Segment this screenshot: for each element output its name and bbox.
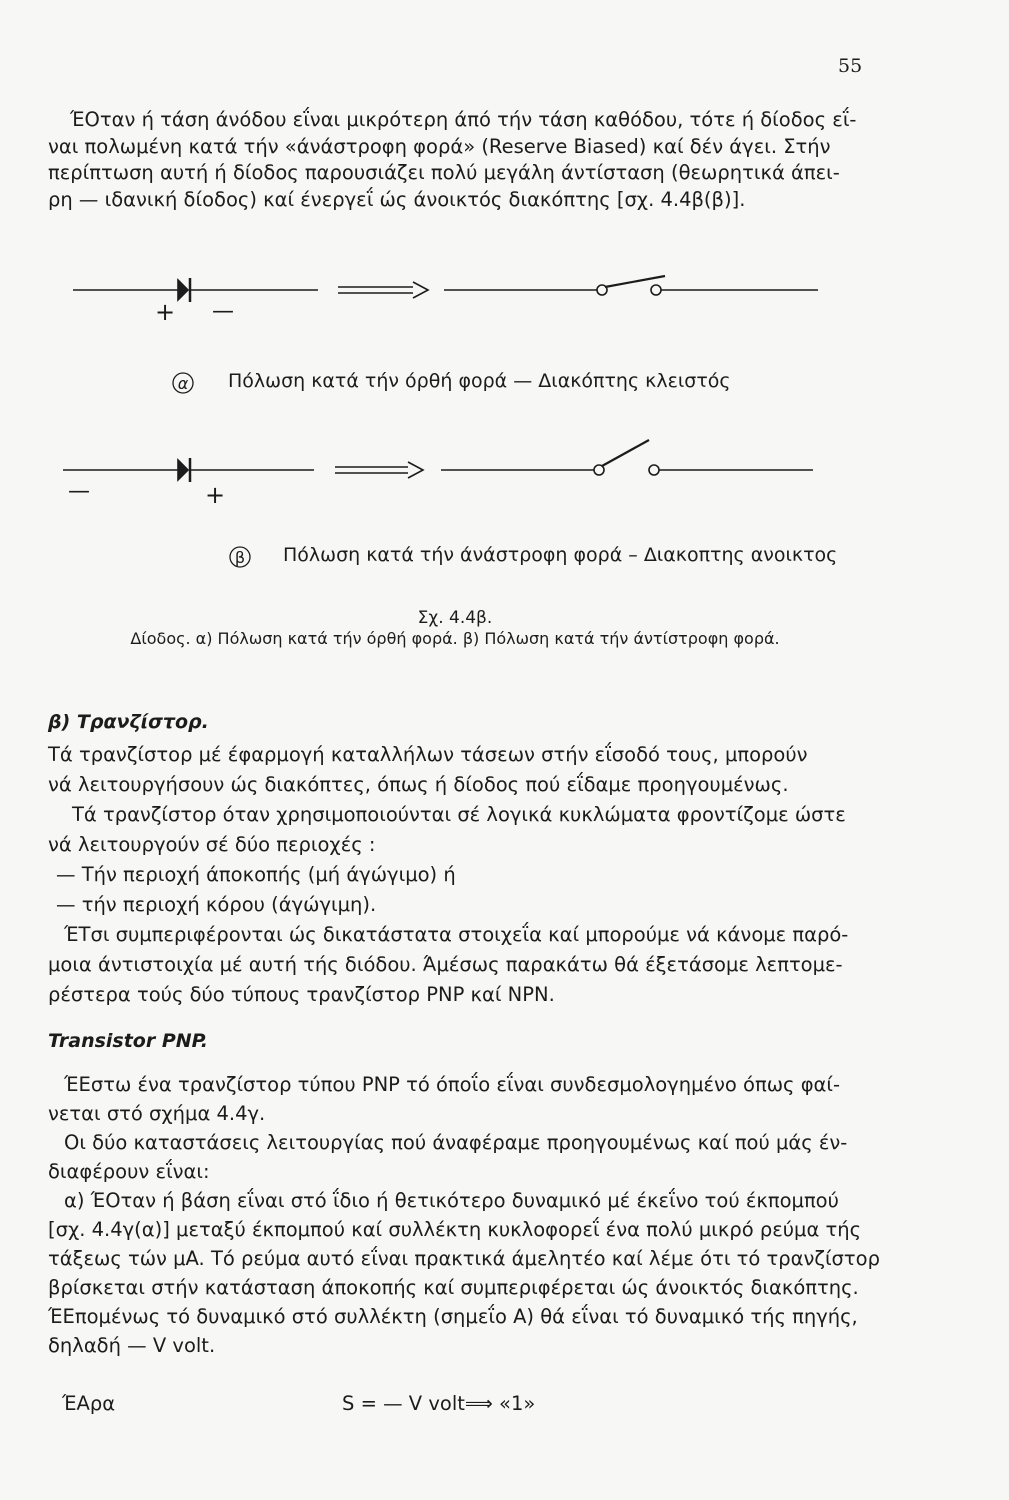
caption-a: Πόλωση κατά τήν όρθή φορά — Διακόπτης κλειστός (228, 370, 731, 392)
list-item: — Τήν περιοχή άποκοπής (μή άγώγιμο) ή (56, 863, 456, 886)
page-number: 55 (838, 55, 863, 77)
terminal-icon (649, 465, 659, 475)
plus-sign: + (155, 298, 176, 326)
ara-label: ΈΑρα (62, 1392, 116, 1415)
text-line: Τά τρανζίστορ όταν χρησιμοποιούνται σέ λογικά κυκλώματα φροντίζομε ώστε (72, 803, 846, 826)
diode-icon (178, 280, 188, 300)
section-heading-pnp: Transistor PNP. (48, 1030, 208, 1052)
text-line: νά λειτουργούν σέ δύο περιοχές : (48, 833, 376, 856)
text-line: ΈΕστω ένα τρανζίστορ τύπου PNP τό όποΐο εΐναι συνδεσμολογημένο όπως φαί- (64, 1073, 841, 1096)
text-line: ρη — ιδανική δίοδος) καί ένεργεΐ ώς άνοικτός διακόπτης [σχ. 4.4β(β)]. (48, 187, 746, 211)
text-line: ΈΤσι συμπεριφέρονται ώς δικατάστατα στοιχεΐα καί μπορούμε νά κάνομε παρό- (64, 923, 849, 946)
caption-b: Πόλωση κατά τήν άνάστροφη φορά – Διακοπτης ανοικτος (283, 544, 838, 566)
transistor-paragraph (48, 740, 908, 1010)
text-line: α) ΈΟταν ή βάση εΐναι στό ΐδιο ή θετικότερο δυναμικό μέ έκεΐνο τού έκπομπού (64, 1189, 839, 1212)
list-item: — τήν περιοχή κόρου (άγώγιμη). (56, 893, 377, 916)
text-line: διαφέρουν εΐναι: (48, 1160, 210, 1183)
text-line: νεται στό σχήμα 4.4γ. (48, 1102, 266, 1125)
minus-sign: — (212, 299, 234, 324)
text-line: Τά τρανζίστορ μέ έφαρμογή καταλλήλων τάσεων στήν εΐσοδό τους, μπορούν (48, 743, 808, 766)
switch-open-icon (602, 440, 649, 466)
plus-sign: + (205, 481, 226, 509)
text-line: νά λειτουργήσουν ώς διακόπτες, όπως ή δίοδος πού εΐδαμε προηγουμένως. (48, 773, 789, 796)
figure-subtitle: Δίοδος. α) Πόλωση κατά τήν όρθή φορά. β) Πόλωση κατά τήν άντίστροφη φορά. (130, 629, 780, 648)
arrow-head-icon (413, 282, 428, 298)
text-line: δηλαδή — V volt. (48, 1334, 216, 1357)
text-line: μοια άντιστοιχία μέ αυτή τής διόδου. Άμέσως παρακάτω θά έξετάσομε λεπτομε- (48, 953, 843, 976)
section-heading-transistor: β) Τρανζίστορ. (48, 711, 209, 733)
minus-sign: — (68, 479, 90, 504)
text-line: ναι πολωμένη κατά τήν «άνάστροφη φορά» (Reserve Biased) καί δέν άγει. Στήν (48, 134, 831, 158)
pnp-paragraph (48, 1070, 908, 1360)
marker-b: β (234, 548, 246, 567)
text-line: ΈΕπομένως τό δυναμικό στό συλλέκτη (σημεΐο A) θά εΐναι τό δυναμικό τής πηγής, (48, 1305, 858, 1328)
terminal-icon (651, 285, 661, 295)
text-line: τάξεως τών μA. Τό ρεύμα αυτό εΐναι πρακτικά άμελητέο καί λέμε ότι τό τρανζίστορ (48, 1247, 880, 1270)
ara-formula: S = — V volt⟹ «1» (342, 1392, 536, 1415)
text-line: βρίσκεται στήν κατάσταση άποκοπής καί συμπεριφέρεται ώς άνοικτός διακόπτης. (48, 1276, 859, 1299)
text-line: Οι δύο καταστάσεις λειτουργίας πού άναφέραμε προηγουμένως καί πού μάς έν- (64, 1131, 848, 1154)
text-line: [σχ. 4.4γ(α)] μεταξύ έκπομπού καί συλλέκτη κυκλοφορεΐ ένα πολύ μικρό ρεύμα τής (48, 1218, 862, 1241)
arrow-head-icon (408, 462, 423, 478)
figure-title: Σχ. 4.4β. (417, 608, 493, 628)
text-line: περίπτωση αυτή ή δίοδος παρουσιάζει πολύ μεγάλη άντίσταση (θεωρητικά άπει- (48, 161, 840, 184)
marker-a: α (177, 374, 189, 393)
text-line: ΈΟταν ή τάση άνόδου εΐναι μικρότερη άπό τήν τάση καθόδου, τότε ή δίοδος εΐ- (70, 108, 857, 131)
diode-icon (178, 460, 188, 480)
text-line: ρέστερα τούς δύο τύπους τρανζίστορ PNP καί NPN. (48, 983, 555, 1006)
